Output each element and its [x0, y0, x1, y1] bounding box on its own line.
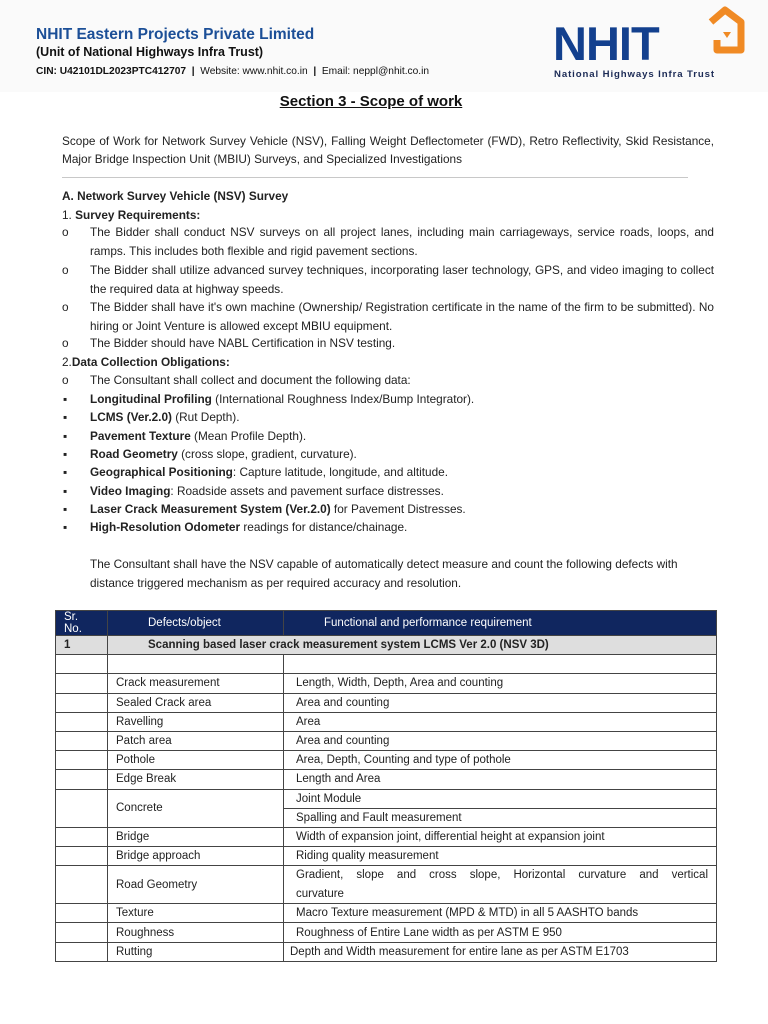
table-cell [56, 655, 108, 674]
requirement-cell: Macro Texture measurement (MPD & MTD) in all 5 AASHTO bands [284, 904, 717, 923]
item-detail: (cross slope, gradient, curvature). [177, 447, 357, 461]
letterhead [0, 0, 768, 92]
requirement-cell: Spalling and Fault measurement [284, 808, 717, 827]
item-detail: (Mean Profile Depth). [190, 429, 307, 443]
square-bullet-icon: ▪ [63, 484, 68, 498]
requirement-cell [284, 866, 717, 904]
subsection-title: Survey Requirements: [75, 208, 201, 222]
item-detail: (Rut Depth). [171, 410, 240, 424]
scope-intro: Scope of Work for Network Survey Vehicle (NSV), Falling Weight Deflectometer (FWD), Retro Reflectivity, Skid Resistance, Major Bridge Inspection Unit (MBIU) Surveys, and Specialized Investigations [62, 134, 714, 166]
requirement-cell: Area [284, 712, 717, 731]
table-cell [56, 789, 108, 827]
table-row [56, 923, 717, 942]
requirement-cell: Area and counting [284, 693, 717, 712]
circle-bullet-icon: o [62, 336, 69, 350]
requirement-cell: Riding quality measurement [284, 847, 717, 866]
item-term: Pavement Texture [90, 429, 191, 443]
item-detail: readings for distance/chainage. [240, 520, 408, 534]
item-term: Video Imaging [90, 484, 171, 498]
table-row [56, 770, 717, 789]
square-bullet-icon: ▪ [63, 447, 68, 461]
table-cell [56, 904, 108, 923]
table-row [56, 674, 717, 693]
circle-bullet-icon: o [62, 225, 69, 239]
column-header: Functional and performance requirement [284, 611, 717, 636]
square-bullet-icon: ▪ [63, 465, 68, 479]
table-row [56, 731, 717, 750]
table-cell [56, 770, 108, 789]
item-term: High-Resolution Odometer [90, 520, 241, 534]
table-row [56, 866, 717, 904]
defect-cell: Roughness [108, 923, 284, 942]
list-item [90, 518, 714, 537]
section-number: 1 [56, 636, 108, 655]
company-unit: (Unit of National Highways Infra Trust) [36, 45, 264, 59]
defects-table [55, 610, 717, 962]
requirement-line: Gradient, slope and cross slope, Horizontal curvature and vertical [296, 869, 708, 882]
table-row [56, 693, 717, 712]
nsv-capability-paragraph: The Consultant shall have the NSV capable of automatically detect measure and count the following defects with distance triggered mechanism as per required accuracy and resolution. [90, 557, 678, 590]
list-item [90, 500, 714, 519]
requirement-cell: Length, Width, Depth, Area and counting [284, 674, 717, 693]
website: Website: www.nhit.co.in [200, 66, 308, 77]
list-item: The Bidder should have NABL Certification in NSV testing. [90, 336, 396, 350]
separator: | [310, 66, 320, 77]
list-item: The Bidder shall utilize advanced survey techniques, incorporating laser technology, GPS, and video imaging to collect the required data at highway speeds. [90, 263, 714, 296]
column-header: Defects/object [108, 611, 284, 636]
section-title: Section 3 - Scope of work [279, 93, 463, 110]
item-term: Road Geometry [90, 447, 178, 461]
table-row [56, 655, 717, 674]
logo-tagline: National Highways Infra Trust [554, 69, 715, 80]
list-item: The Bidder shall have it's own machine (Ownership/ Registration certificate in the name of the firm to be submitted). No hiring or Joint Venture is allowed except MBIU equipment. [90, 300, 714, 333]
subsection-2-heading [62, 353, 230, 372]
table-row [56, 942, 717, 961]
cin-number: CIN: U42101DL2023PTC412707 [36, 66, 187, 77]
list-item [90, 408, 714, 427]
table-row [56, 847, 717, 866]
square-bullet-icon: ▪ [63, 410, 68, 424]
list-item [90, 463, 714, 482]
subsection-title: Data Collection Obligations: [71, 355, 230, 369]
list-item [90, 482, 714, 501]
table-cell [56, 827, 108, 846]
defect-cell: Rutting [108, 942, 284, 961]
defect-cell: Sealed Crack area [108, 693, 284, 712]
table-cell [56, 847, 108, 866]
item-term: Laser Crack Measurement System (Ver.2.0) [90, 502, 331, 516]
column-header: Sr. No. [56, 611, 108, 636]
requirement-line: curvature [296, 887, 344, 900]
table-row [56, 904, 717, 923]
table-cell [56, 712, 108, 731]
list-item: The Consultant shall collect and document the following data: [90, 373, 411, 387]
table-row [56, 712, 717, 731]
square-bullet-icon: ▪ [63, 429, 68, 443]
requirement-cell: Width of expansion joint, differential height at expansion joint [284, 827, 717, 846]
defect-cell: Bridge [108, 827, 284, 846]
part-a-heading: A. Network Survey Vehicle (NSV) Survey [62, 189, 289, 203]
company-name: NHIT Eastern Projects Private Limited [36, 26, 315, 43]
table-row [56, 751, 717, 770]
subsection-1-heading [62, 206, 200, 225]
defect-cell: Texture [108, 904, 284, 923]
circle-bullet-icon: o [62, 373, 69, 387]
item-term: LCMS (Ver.2.0) [90, 410, 172, 424]
defect-cell: Concrete [108, 789, 284, 827]
item-detail: (International Roughness Index/Bump Integrator). [211, 392, 475, 406]
divider [62, 177, 688, 178]
defect-cell: Edge Break [108, 770, 284, 789]
separator: | [188, 66, 198, 77]
subsection-number: 1. [62, 208, 72, 222]
table-header-row [56, 611, 717, 636]
requirement-cell: Depth and Width measurement for entire lane as per ASTM E1703 [284, 942, 717, 961]
list-item: The Bidder shall conduct NSV surveys on all project lanes, including main carriageways, service roads, loops, and ramps. This includes both flexible and rigid pavement sections. [90, 225, 714, 258]
square-bullet-icon: ▪ [63, 520, 68, 534]
list-item [90, 445, 714, 464]
circle-bullet-icon: o [62, 300, 69, 314]
subsection-number: 2. [62, 355, 72, 369]
circle-bullet-icon: o [62, 263, 69, 277]
defect-cell: Ravelling [108, 712, 284, 731]
defect-cell: Crack measurement [108, 674, 284, 693]
table-cell [56, 942, 108, 961]
defect-cell: Patch area [108, 731, 284, 750]
item-term: Longitudinal Profiling [90, 392, 212, 406]
table-cell [108, 655, 284, 674]
item-term: Geographical Positioning [90, 465, 233, 479]
table-cell [56, 693, 108, 712]
item-detail: : Capture latitude, longitude, and altitude. [232, 465, 449, 479]
table-row [56, 789, 717, 808]
list-item [90, 427, 714, 446]
list-item [90, 390, 714, 409]
section-title-cell: Scanning based laser crack measurement system LCMS Ver 2.0 (NSV 3D) [108, 636, 717, 655]
square-bullet-icon: ▪ [63, 502, 68, 516]
table-row [56, 827, 717, 846]
item-detail: : Roadside assets and pavement surface distresses. [170, 484, 444, 498]
requirement-cell: Joint Module [284, 789, 717, 808]
defect-cell: Bridge approach [108, 847, 284, 866]
requirement-cell: Area and counting [284, 731, 717, 750]
nhit-logo [553, 6, 749, 82]
defect-cell: Pothole [108, 751, 284, 770]
requirement-cell: Length and Area [284, 770, 717, 789]
defect-cell: Road Geometry [108, 866, 284, 904]
table-cell [56, 923, 108, 942]
table-cell [56, 674, 108, 693]
table-section-row [56, 636, 717, 655]
table-cell [284, 655, 717, 674]
requirement-cell: Roughness of Entire Lane width as per ASTM E 950 [284, 923, 717, 942]
square-bullet-icon: ▪ [63, 392, 68, 406]
logo-emblem-icon [703, 6, 747, 60]
item-detail: for Pavement Distresses. [330, 502, 466, 516]
email: Email: neppl@nhit.co.in [321, 66, 430, 77]
table-cell [56, 731, 108, 750]
logo-wordmark: NHIT [553, 17, 659, 70]
requirement-cell: Area, Depth, Counting and type of pothole [284, 751, 717, 770]
table-cell [56, 866, 108, 904]
table-cell [56, 751, 108, 770]
contact-line [36, 66, 429, 77]
